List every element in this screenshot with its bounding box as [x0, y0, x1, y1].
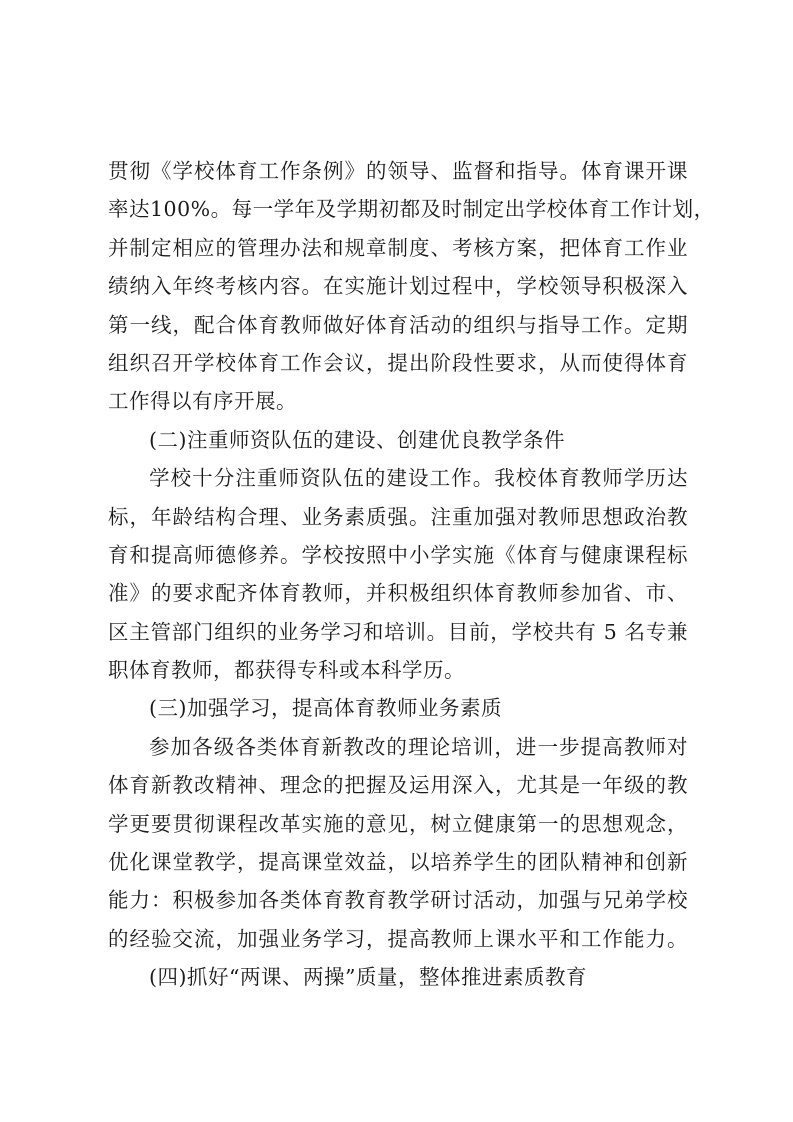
- text-line: 标，年龄结构合理、业务素质强。注重加强对教师思想政治教: [108, 504, 688, 529]
- text-line: 组织召开学校体育工作会议，提出阶段性要求，从而使得体育: [108, 350, 688, 375]
- text-line: 并制定相应的管理办法和规章制度、考核方案，把体育工作业: [108, 235, 688, 260]
- text-line: 优化课堂教学，提高课堂效益，以培养学生的团队精神和创新: [108, 850, 688, 875]
- section-heading: (二)注重师资队伍的建设、创建优良教学条件: [149, 427, 565, 452]
- text-line: 第一线，配合体育教师做好体育活动的组织与指导工作。定期: [108, 312, 688, 337]
- text-line: 贯彻《学校体育工作条例》的领导、监督和指导。体育课开课: [108, 159, 688, 183]
- document-body: [108, 152, 715, 997]
- text-line: 准》的要求配齐体育教师，并积极组织体育教师参加省、市、: [108, 581, 688, 606]
- text-line: 职体育教师，都获得专科或本科学历。: [108, 658, 465, 683]
- text-line: 体育新教改精神、理念的把握及运用深入，尤其是一年级的教: [108, 773, 688, 798]
- text-line: 育和提高师德修养。学校按照中小学实施《体育与健康课程标: [108, 542, 688, 567]
- text-line: 工作得以有序开展。: [108, 389, 297, 414]
- text-line: 参加各级各类体育新教改的理论培训，进一步提高教师对: [149, 734, 688, 759]
- section-heading: (四)抓好“两课、两操”质量，整体推进素质教育: [149, 965, 587, 990]
- text-line: 学校十分注重师资队伍的建设工作。我校体育教师学历达: [149, 466, 688, 491]
- text-line: 率达100%。每一学年及学期初都及时制定出学校体育工作计划，: [108, 197, 715, 222]
- text-line: 的经验交流，加强业务学习，提高教师上课水平和工作能力。: [108, 926, 688, 951]
- text-line: 学更要贯彻课程改革实施的意见，树立健康第一的思想观念，: [108, 811, 688, 836]
- text-line: 绩纳入年终考核内容。在实施计划过程中，学校领导积极深入: [108, 274, 688, 299]
- section-heading: (三)加强学习，提高体育教师业务素质: [149, 696, 502, 721]
- text-line: 能力：积极参加各类体育教育教学研讨活动，加强与兄弟学校: [108, 888, 688, 913]
- text-line: 区主管部门组织的业务学习和培训。目前，学校共有 5 名专兼: [108, 619, 688, 644]
